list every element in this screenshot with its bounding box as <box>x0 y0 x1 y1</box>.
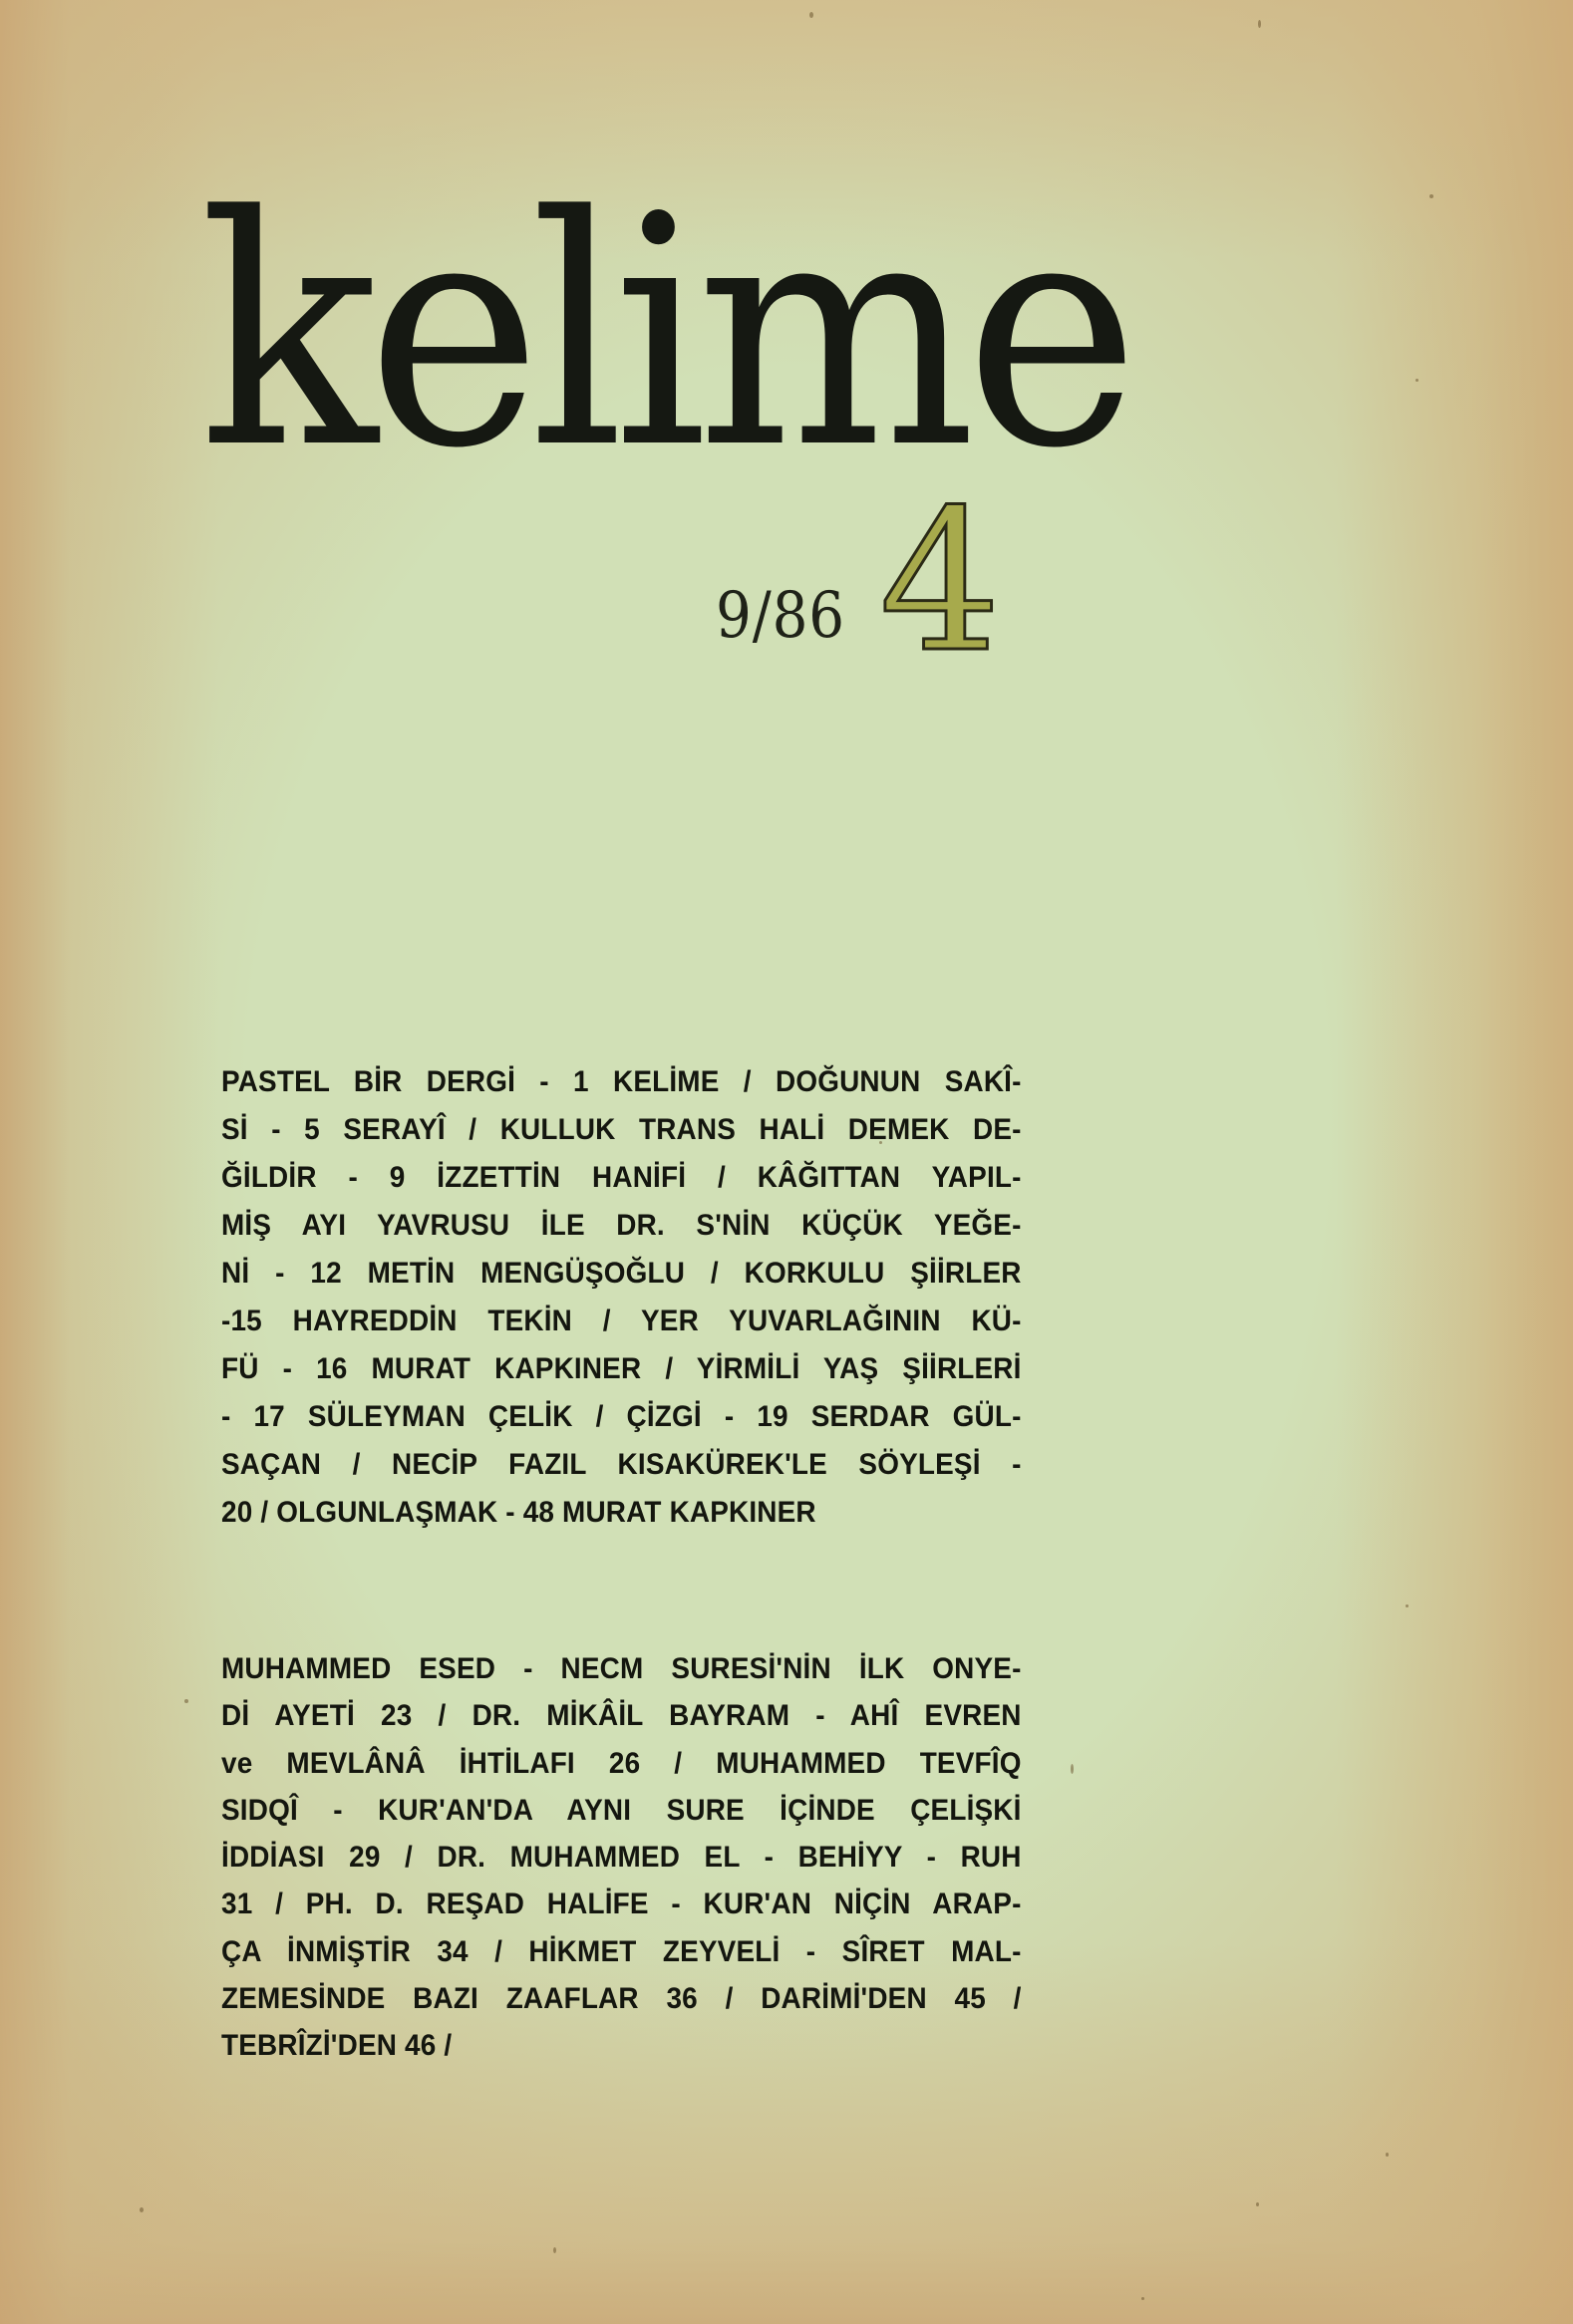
contents-section-2 <box>221 1645 1022 2070</box>
contents-line: MUHAMMED ESED - NECM SURESİ'NİN İLK ONYE- <box>221 1652 1022 1685</box>
contents-section-1 <box>221 1058 1022 1537</box>
paper-speck <box>1256 2202 1259 2206</box>
contents-line: SAÇAN / NECİP FAZIL KISAKÜREK'LE SÖYLEŞİ - <box>221 1448 1022 1481</box>
paper-speck <box>184 1699 188 1703</box>
issue-date: 9/86 <box>716 579 845 653</box>
contents-line: PASTEL BİR DERGİ - 1 KELİME / DOĞUNUN SAKÎ- <box>221 1065 1022 1098</box>
contents-line: -15 HAYREDDİN TEKİN / YER YUVARLAĞININ KÜ- <box>221 1305 1022 1337</box>
issue-number: 4 <box>879 468 1002 696</box>
paper-speck <box>1071 1764 1074 1774</box>
contents-line: MİŞ AYI YAVRUSU İLE DR. S'NİN KÜÇÜK YEĞE- <box>221 1209 1022 1242</box>
contents-line: ÇA İNMİŞTİR 34 / HİKMET ZEYVELİ - SÎRET MAL- <box>221 1934 1022 1968</box>
contents-line: TEBRÎZİ'DEN 46 / <box>221 2029 453 2063</box>
paper-speck <box>140 2207 144 2212</box>
contents-line: ve MEVLÂNÂ İHTİLAFI 26 / MUHAMMED TEVFÎQ <box>221 1746 1022 1780</box>
contents-line: FÜ - 16 MURAT KAPKINER / YİRMİLİ YAŞ ŞİİRLERİ <box>221 1352 1022 1385</box>
paper-speck <box>1416 379 1418 382</box>
contents-line: 31 / PH. D. REŞAD HALİFE - KUR'AN NİÇİN ARAP- <box>221 1888 1022 1921</box>
paper-speck <box>1429 194 1433 198</box>
paper-speck <box>1386 2153 1389 2157</box>
paper-speck <box>1141 2297 1144 2300</box>
paper-speck <box>809 12 813 18</box>
paper-speck <box>1258 20 1261 28</box>
contents-line: Nİ - 12 METİN MENGÜŞOĞLU / KORKULU ŞİİRLER <box>221 1257 1022 1290</box>
contents-line: Dİ AYETİ 23 / DR. MİKÂİL BAYRAM - AHÎ EVREN <box>221 1699 1022 1733</box>
contents-line: - 17 SÜLEYMAN ÇELİK / ÇİZGİ - 19 SERDAR GÜL- <box>221 1400 1022 1433</box>
masthead-title: kelime <box>199 148 1128 517</box>
contents-line: Sİ - 5 SERAYÎ / KULLUK TRANS HALİ DEMEK DE- <box>221 1113 1022 1146</box>
contents-line: ĞİLDİR - 9 İZZETTİN HANİFİ / KÂĞITTAN YAPIL- <box>221 1161 1022 1194</box>
contents-line: 20 / OLGUNLAŞMAK - 48 MURAT KAPKINER <box>221 1496 816 1529</box>
contents-line: SIDQÎ - KUR'AN'DA AYNI SURE İÇİNDE ÇELİŞKİ <box>221 1793 1022 1827</box>
contents-line: İDDİASI 29 / DR. MUHAMMED EL - BEHİYY - RUH <box>221 1841 1022 1875</box>
paper-speck <box>1406 1604 1409 1607</box>
contents-line: ZEMESİNDE BAZI ZAAFLAR 36 / DARİMİ'DEN 45 / <box>221 1982 1022 2016</box>
paper-speck <box>553 2247 556 2253</box>
